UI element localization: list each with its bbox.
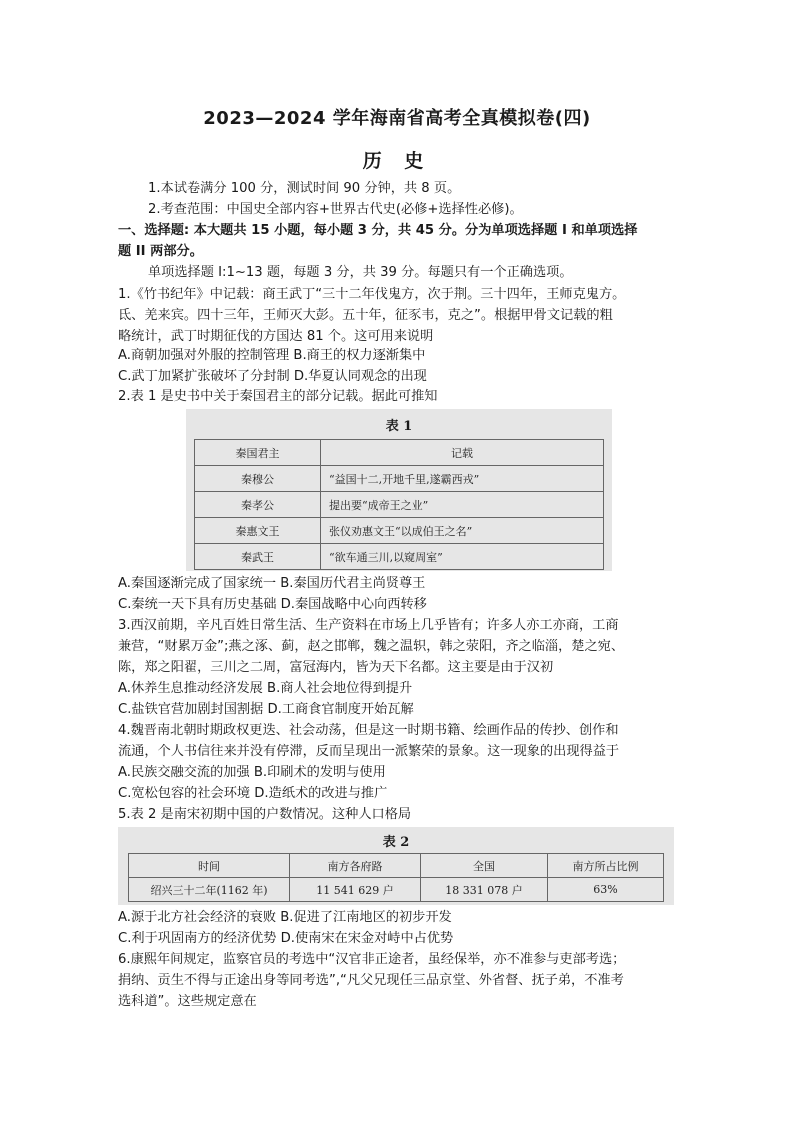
- q1-line-2: 氐、羌来宾。四十三年，王师灭大彭。五十年，征豕韦，克之”。根据甲骨文记载的粗: [118, 308, 613, 323]
- table-row: [195, 518, 604, 544]
- exam-title: 2023—2024 学年海南省高考全真模拟卷(四): [203, 108, 591, 129]
- table-1-cell: 秦孝公: [195, 492, 321, 518]
- q3-line-2: 兼营，“财累万金”;燕之涿、蓟，赵之邯郸，魏之温轵，韩之荥阳，齐之临淄，楚之宛、: [118, 639, 625, 654]
- table-2-cell: 18 331 078 户: [421, 878, 548, 902]
- table-1-header-record: 记载: [321, 440, 604, 466]
- q2-stem: 2.表 1 是史书中关于秦国君主的部分记载。据此可推知: [118, 389, 438, 404]
- table-1-cell: “益国十二,开地千里,遂霸西戎”: [321, 466, 604, 492]
- q3-line-3: 陈，郑之阳翟，三川之二周，富冠海内，皆为天下名都。这主要是由于汉初: [118, 660, 554, 675]
- table-row: [129, 878, 664, 902]
- table-2: [128, 853, 664, 902]
- q4-line-1: 4.魏晋南北朝时期政权更迭、社会动荡，但是这一时期书籍、绘画作品的传抄、创作和: [118, 723, 619, 738]
- q4-option-ab: A.民族交融交流的加强 B.印刷术的发明与使用: [118, 765, 386, 780]
- table-2-caption: 表 2: [382, 835, 410, 850]
- table-1-cell: 张仪劝惠文王“以成伯王之名”: [321, 518, 604, 544]
- table-1-cell: 秦穆公: [195, 466, 321, 492]
- section-heading-line1: 一、选择题: 本大题共 15 小题，每小题 3 分，共 45 分。分为单项选择题 I 和单项选择: [118, 223, 638, 238]
- table-2-cell: 63%: [548, 878, 664, 902]
- table-1-cell: “欲车通三川,以窥周室”: [321, 544, 604, 570]
- q6-line-2: 捐纳、贡生不得与正途出身等同考选”,“凡父兄现任三品京堂、外省督、抚子弟，不准考: [118, 973, 624, 988]
- table-2-cell: 绍兴三十二年(1162 年): [129, 878, 290, 902]
- q5-stem: 5.表 2 是南宋初期中国的户数情况。这种人口格局: [118, 807, 412, 822]
- table-1-cell: 提出要“成帝王之业”: [321, 492, 604, 518]
- table-2-header-national: 全国: [421, 854, 548, 878]
- q5-option-ab: A.源于北方社会经济的衰败 B.促进了江南地区的初步开发: [118, 910, 452, 925]
- subject-title: 历 史: [362, 150, 432, 172]
- table-1: [194, 439, 604, 570]
- table-2-header-south: 南方各府路: [290, 854, 421, 878]
- q3-line-1: 3.西汉前期，辛凡百姓日常生活、生产资料在市场上几乎皆有；许多人亦工亦商，工商: [118, 618, 619, 633]
- q6-line-1: 6.康熙年间规定，监察官员的考选中“汉官非正途者，虽经保举，亦不准参与吏部考选；: [118, 952, 626, 967]
- table-1-header-ruler: 秦国君主: [195, 440, 321, 466]
- q1-line-3: 略统计，武丁时期征伐的方国达 81 个。这可用来说明: [118, 329, 434, 344]
- table-1-cell: 秦惠文王: [195, 518, 321, 544]
- q4-line-2: 流通，个人书信往来并没有停滞，反而呈现出一派繁荣的景象。这一现象的出现得益于: [118, 744, 620, 759]
- q3-option-cd: C.盐铁官营加剧封国割据 D.工商食官制度开始瓦解: [118, 702, 414, 717]
- q5-option-cd: C.利于巩固南方的经济优势 D.使南宋在宋金对峙中占优势: [118, 931, 454, 946]
- q4-option-cd: C.宽松包容的社会环境 D.造纸术的改进与推广: [118, 786, 388, 801]
- table-row: [195, 544, 604, 570]
- table-1-image: [186, 409, 612, 571]
- table-1-cell: 秦武王: [195, 544, 321, 570]
- section-subheading: 单项选择题 I:1~13 题，每题 3 分，共 39 分。每题只有一个正确选项。: [148, 265, 573, 280]
- q1-line-1: 1.《竹书纪年》中记载：商王武丁“三十二年伐鬼方，次于荆。三十四年，王师克鬼方。: [118, 287, 626, 302]
- table-1-caption: 表 1: [385, 419, 413, 434]
- note-2: 2.考查范围：中国史全部内容+世界古代史(必修+选择性必修)。: [148, 202, 523, 217]
- q2-option-ab: A.秦国逐渐完成了国家统一 B.秦国历代君主尚贤尊王: [118, 576, 426, 591]
- q6-line-3: 选科道”。这些规定意在: [118, 994, 257, 1009]
- table-2-image: [118, 827, 674, 905]
- section-heading-line2: 题 II 两部分。: [118, 244, 203, 259]
- table-2-header-time: 时间: [129, 854, 290, 878]
- q2-option-cd: C.秦统一天下具有历史基础 D.秦国战略中心向西转移: [118, 597, 427, 612]
- table-row: [195, 466, 604, 492]
- note-1: 1.本试卷满分 100 分，测试时间 90 分钟，共 8 页。: [148, 181, 461, 196]
- q1-option-ab: A.商朝加强对外服的控制管理 B.商王的权力逐渐集中: [118, 348, 426, 363]
- table-row: [195, 492, 604, 518]
- table-2-header-ratio: 南方所占比例: [548, 854, 664, 878]
- table-2-cell: 11 541 629 户: [290, 878, 421, 902]
- q3-option-ab: A.休养生息推动经济发展 B.商人社会地位得到提升: [118, 681, 413, 696]
- q1-option-cd: C.武丁加紧扩张破坏了分封制 D.华夏认同观念的出现: [118, 369, 427, 384]
